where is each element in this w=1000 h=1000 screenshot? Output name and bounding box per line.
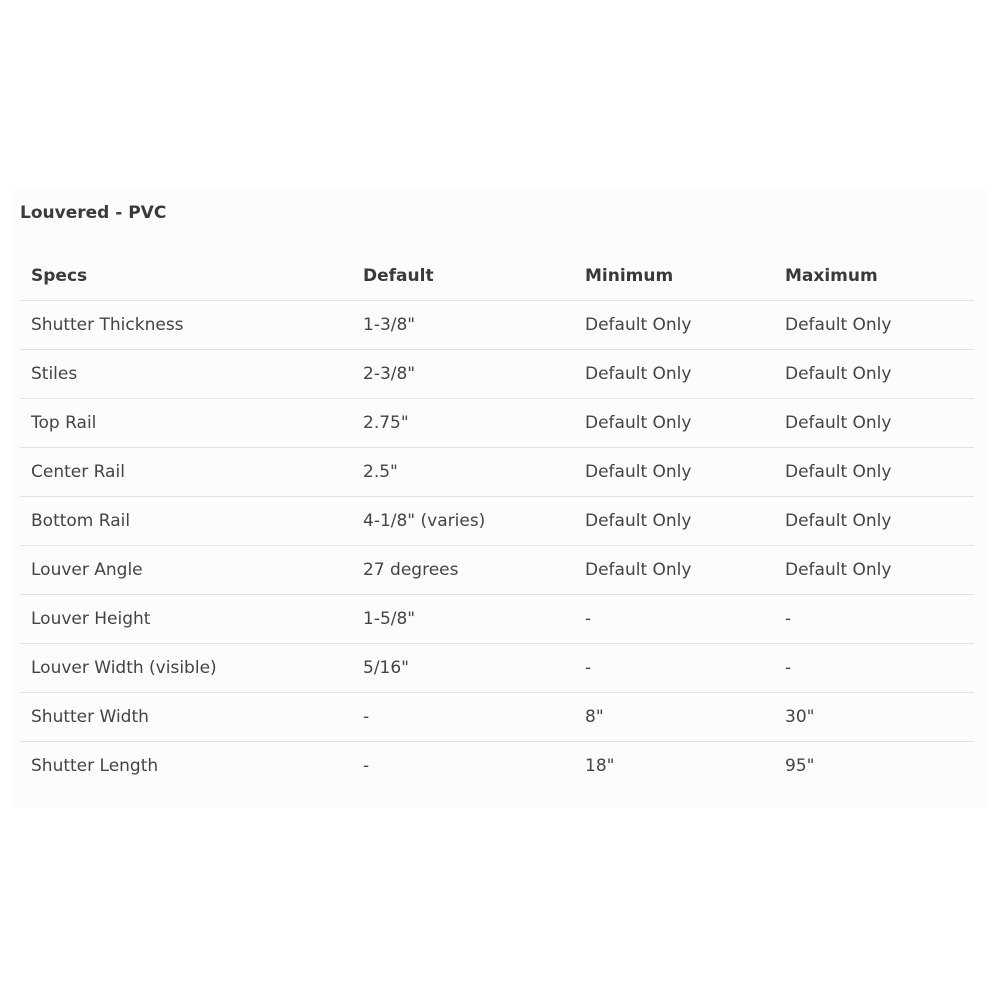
minimum-value-cell: Default Only [574,301,774,350]
spec-name-cell: Louver Width (visible) [20,644,352,693]
spec-name-cell: Louver Angle [20,546,352,595]
default-value-cell: 1-5/8" [352,595,574,644]
specs-panel [12,190,988,807]
table-row [20,742,974,791]
maximum-value-cell: Default Only [774,546,974,595]
maximum-value-cell: 30" [774,693,974,742]
maximum-value-cell: - [774,595,974,644]
default-value-cell: - [352,693,574,742]
spec-name-cell: Shutter Length [31,756,159,776]
minimum-value-cell: - [574,595,774,644]
minimum-value-cell: Default Only [574,350,774,399]
minimum-value-cell: - [574,644,774,693]
maximum-value-cell: Default Only [774,497,974,546]
maximum-value-cell: 95" [785,756,815,776]
table-body [20,301,974,791]
default-value-cell: 2.5" [352,448,574,497]
default-value-cell: - [363,756,370,776]
spec-name-cell: Shutter Width [20,693,352,742]
minimum-value-cell: Default Only [574,497,774,546]
spec-name-cell: Bottom Rail [20,497,352,546]
header-specs: Specs [20,252,352,301]
table-row [20,546,974,595]
spec-name-cell: Louver Height [20,595,352,644]
table-row [20,448,974,497]
header-default: Default [352,252,574,301]
minimum-value-cell: Default Only [574,546,774,595]
maximum-value-cell: Default Only [774,350,974,399]
header-row [20,252,974,301]
table-row [20,497,974,546]
default-value-cell: 2-3/8" [352,350,574,399]
spec-name-cell: Stiles [20,350,352,399]
header-maximum: Maximum [774,252,974,301]
maximum-value-cell: Default Only [774,399,974,448]
specs-table [20,252,974,790]
table-row [20,693,974,742]
table-row [20,644,974,693]
table-row [20,595,974,644]
spec-name-cell: Center Rail [20,448,352,497]
minimum-value-cell: 18" [585,756,615,776]
table-row [20,399,974,448]
table-title: Louvered - PVC [20,203,167,223]
minimum-value-cell: Default Only [574,448,774,497]
table-row [20,301,974,350]
default-value-cell: 4-1/8" (varies) [352,497,574,546]
maximum-value-cell: Default Only [774,448,974,497]
table-row [20,350,974,399]
spec-name-cell: Top Rail [20,399,352,448]
minimum-value-cell: Default Only [574,399,774,448]
minimum-value-cell: 8" [574,693,774,742]
spec-name-cell: Shutter Thickness [20,301,352,350]
default-value-cell: 1-3/8" [352,301,574,350]
default-value-cell: 27 degrees [352,546,574,595]
header-minimum: Minimum [574,252,774,301]
maximum-value-cell: Default Only [774,301,974,350]
default-value-cell: 2.75" [352,399,574,448]
default-value-cell: 5/16" [352,644,574,693]
maximum-value-cell: - [774,644,974,693]
